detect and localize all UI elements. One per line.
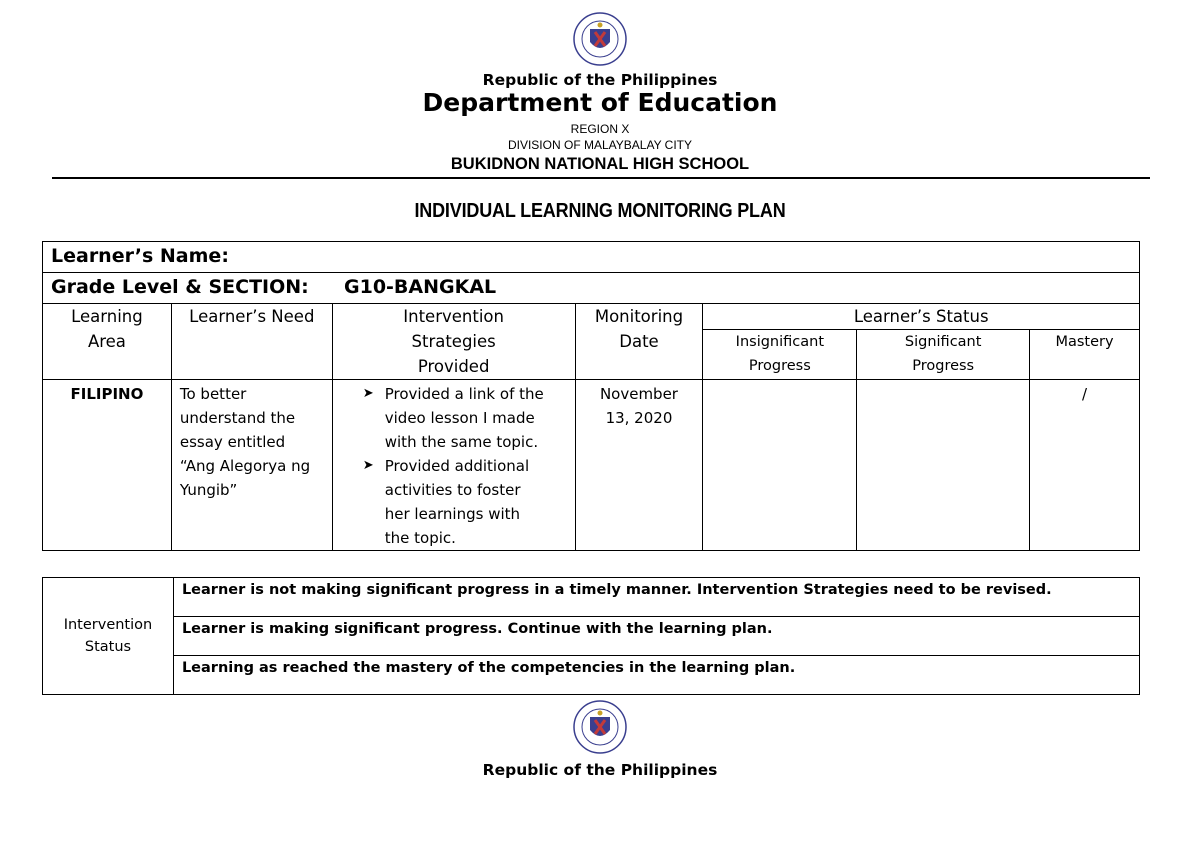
col-learning-area-line: Area [87, 332, 126, 351]
col-learning-area-line: Learning [71, 307, 143, 326]
col-strategies-line: Provided [417, 357, 490, 376]
cell-significant [857, 380, 1030, 551]
col-date-line: Date [619, 332, 659, 351]
cell-monitoring-date [575, 380, 703, 551]
deped-seal-icon [573, 700, 627, 754]
region-label: REGION X [570, 122, 630, 136]
sub-significant [857, 330, 1030, 380]
cell-learning-area [43, 380, 172, 551]
need-line: “Ang Alegorya ng [179, 457, 311, 475]
need-line: To better [179, 385, 247, 403]
need-line: Yungib” [179, 481, 238, 499]
col-learning-area [43, 304, 172, 380]
division-label: DIVISION OF MALAYBALAY CITY [507, 138, 693, 152]
list-item [357, 382, 569, 454]
learner-name-row [43, 242, 1140, 273]
cell-insignificant [703, 380, 857, 551]
sub-insignificant [703, 330, 857, 380]
learner-name-label: Learner’s Name: [51, 245, 229, 267]
sub-mastery-label: Mastery [1055, 334, 1114, 351]
strategy-line: her learnings with [384, 505, 521, 523]
col-strategies [332, 304, 575, 380]
arrow-bullet-icon: ➤ [362, 458, 374, 473]
grade-section-row [43, 273, 1140, 304]
need-line: understand the [179, 409, 296, 427]
monitoring-table [42, 241, 1140, 551]
intervention-status-table [42, 577, 1140, 695]
status-desc-mastery: Learning as reached the mastery of the competencies in the learning plan. [173, 656, 1139, 695]
status-label-line: Status [84, 639, 132, 655]
strategy-line: Provided a link of the [384, 385, 544, 403]
strategy-line: activities to foster [384, 481, 521, 499]
header-divider [52, 177, 1150, 179]
list-item [357, 454, 569, 550]
col-date-line: Monitoring [594, 307, 684, 326]
col-monitoring-date [575, 304, 703, 380]
grade-section-value: G10-BANGKAL [344, 276, 497, 298]
col-learner-status [703, 304, 1140, 330]
sub-insignificant-line: Progress [748, 358, 811, 375]
cell-strategies [332, 380, 575, 551]
date-line: November [599, 385, 678, 403]
republic-heading: Republic of the Philippines [482, 71, 718, 89]
footer-republic: Republic of the Philippines [482, 761, 718, 779]
deped-seal-icon [573, 12, 627, 66]
col-strategies-line: Strategies [411, 332, 496, 351]
sub-significant-line: Significant [904, 334, 982, 351]
date-line: 13, 2020 [605, 409, 673, 427]
col-learner-need-label: Learner’s Need [189, 307, 315, 326]
learning-area-value: FILIPINO [70, 385, 144, 403]
strategy-line: the topic. [384, 529, 456, 547]
arrow-bullet-icon: ➤ [362, 386, 374, 401]
col-learner-need [171, 304, 332, 380]
cell-mastery [1030, 380, 1140, 551]
cell-learner-need [171, 380, 332, 551]
strategies-list [357, 382, 569, 550]
document-title: INDIVIDUAL LEARNING MONITORING PLAN [414, 200, 786, 222]
need-line: essay entitled [179, 433, 286, 451]
status-label-line: Intervention [63, 617, 153, 633]
strategy-line: with the same topic. [384, 433, 539, 451]
strategy-line: Provided additional [384, 457, 530, 475]
mastery-mark: / [1082, 385, 1088, 403]
department-heading: Department of Education [422, 88, 778, 117]
status-desc-not-significant: Learner is not making significant progress in a timely manner. Intervention Strategies need to be revised. [173, 578, 1139, 617]
col-strategies-line: Intervention [403, 307, 504, 326]
table-row [43, 380, 1140, 551]
col-learner-status-label: Learner’s Status [853, 307, 989, 326]
school-name: BUKIDNON NATIONAL HIGH SCHOOL [450, 155, 750, 173]
strategy-line: video lesson I made [384, 409, 535, 427]
status-desc-significant: Learner is making significant progress. Continue with the learning plan. [173, 617, 1139, 656]
grade-section-label: Grade Level & SECTION: [51, 276, 309, 298]
sub-insignificant-line: Insignificant [735, 334, 825, 351]
intervention-status-label [43, 578, 174, 695]
sub-significant-line: Progress [912, 358, 975, 375]
sub-mastery [1030, 330, 1140, 380]
